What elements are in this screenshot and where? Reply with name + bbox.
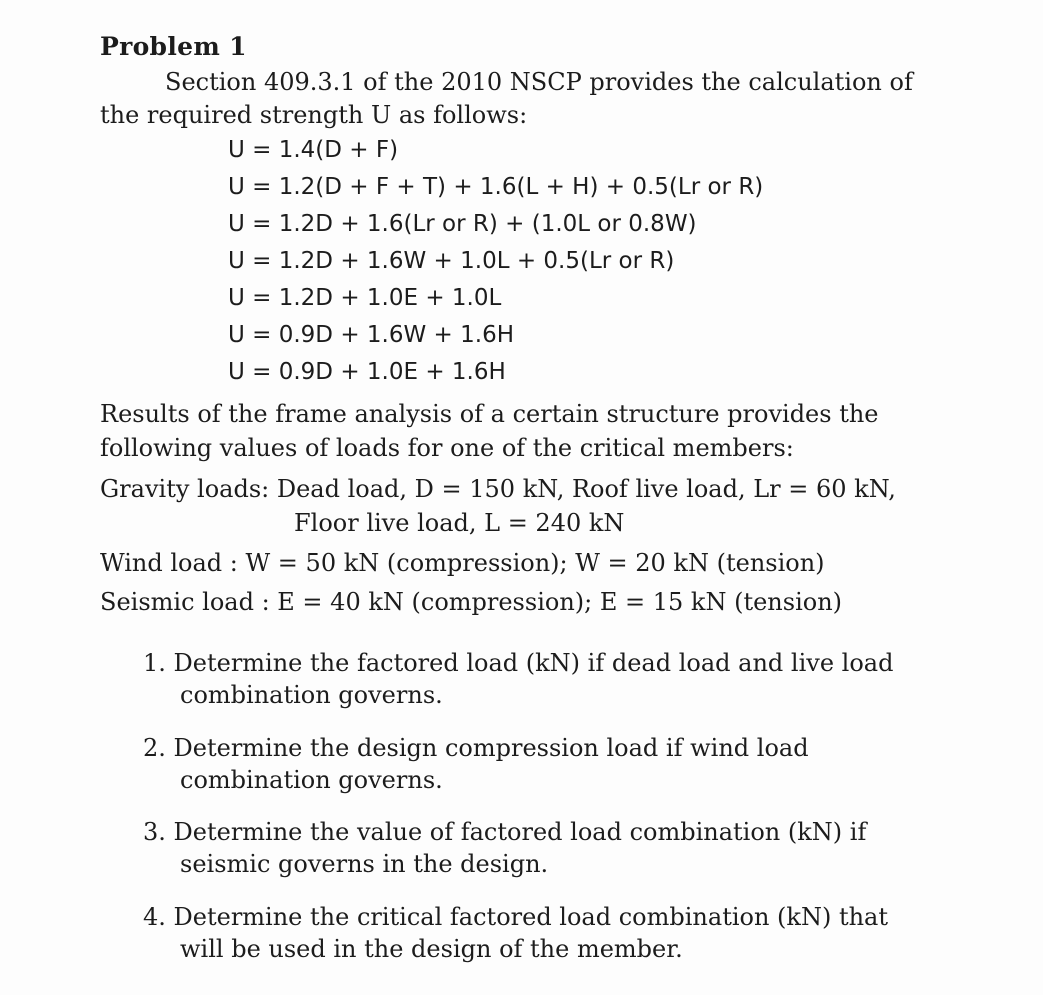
question-3-line-1: 3. Determine the value of factored load combination (kN) if bbox=[143, 818, 867, 846]
wind-load-line: Wind load : W = 50 kN (compression); W = 20 kN (tension) bbox=[100, 549, 825, 577]
question-4-line-1: 4. Determine the critical factored load combination (kN) that bbox=[143, 903, 888, 931]
question-2-line-1: 2. Determine the design compression load if wind load bbox=[143, 734, 809, 762]
equation-3: U = 1.2D + 1.6(Lr or R) + (1.0L or 0.8W) bbox=[228, 211, 697, 237]
intro-line-2: the required strength U as follows: bbox=[100, 101, 528, 129]
question-3-line-2: seismic governs in the design. bbox=[180, 850, 549, 878]
gravity-loads-line-2: Floor live load, L = 240 kN bbox=[294, 509, 625, 537]
equation-1: U = 1.4(D + F) bbox=[228, 137, 399, 163]
equation-4: U = 1.2D + 1.6W + 1.0L + 0.5(Lr or R) bbox=[228, 248, 675, 274]
results-line-1: Results of the frame analysis of a certain structure provides the bbox=[100, 400, 879, 428]
seismic-load-line: Seismic load : E = 40 kN (compression); E = 15 kN (tension) bbox=[100, 588, 843, 616]
question-1-line-1: 1. Determine the factored load (kN) if dead load and live load bbox=[143, 649, 894, 677]
equation-7: U = 0.9D + 1.0E + 1.6H bbox=[228, 359, 506, 385]
problem-title: Problem 1 bbox=[100, 32, 247, 61]
equation-2: U = 1.2(D + F + T) + 1.6(L + H) + 0.5(Lr or R) bbox=[228, 174, 764, 200]
question-2-line-2: combination governs. bbox=[180, 766, 443, 794]
question-4-line-2: will be used in the design of the member. bbox=[180, 935, 683, 963]
results-line-2: following values of loads for one of the critical members: bbox=[100, 434, 794, 462]
question-1-line-2: combination governs. bbox=[180, 681, 443, 709]
gravity-loads-line-1: Gravity loads: Dead load, D = 150 kN, Roof live load, Lr = 60 kN, bbox=[100, 475, 896, 503]
equation-6: U = 0.9D + 1.6W + 1.6H bbox=[228, 322, 514, 348]
intro-line-1: Section 409.3.1 of the 2010 NSCP provides the calculation of bbox=[165, 68, 913, 96]
equation-5: U = 1.2D + 1.0E + 1.0L bbox=[228, 285, 502, 311]
